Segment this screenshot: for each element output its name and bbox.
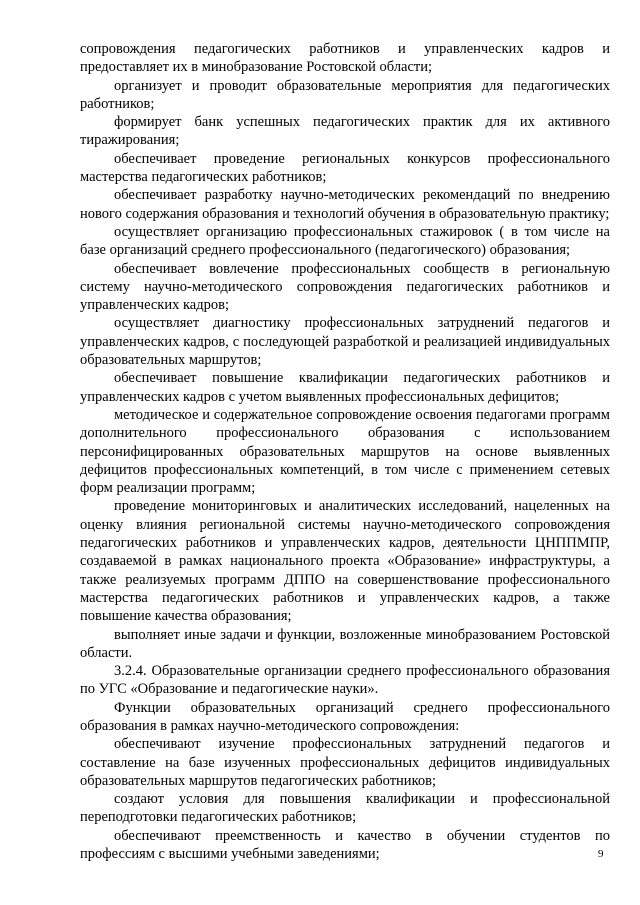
paragraph: обеспечивают преемственность и качество в обучении студентов по профессиям с высшими учебными заведениями; xyxy=(80,827,610,863)
page-number: 9 xyxy=(598,848,604,860)
paragraph: формирует банк успешных педагогических практик для их активного тиражирования; xyxy=(80,114,610,149)
paragraph: осуществляет диагностику профессиональных затруднений педагогов и управленческих кадров, с последующей разработкой и реализацией индивидуальных образовательных маршрутов; xyxy=(80,315,610,369)
paragraph: методическое и содержательное сопровождение освоения педагогами программ дополнительного профессионального образования с использованием персонифицированных образовательных маршрутов на основе выявленных дефицитов профессиональных компетенций, в том числе с применением сетевых форм реализации программ; xyxy=(80,406,610,497)
paragraph: выполняет иные задачи и функции, возложенные минобразованием Ростовской области. xyxy=(80,626,610,661)
paragraph: осуществляет организацию профессиональных стажировок ( в том числе на базе организаций среднего профессионального (педагогического) образования; xyxy=(80,223,610,259)
page-body xyxy=(80,40,610,863)
paragraph: Функции образовательных организаций среднего профессионального образования в рамках научно-методического сопровождения: xyxy=(80,699,610,734)
paragraph: обеспечивают изучение профессиональных затруднений педагогов и составление на базе изученных профессиональных дефицитов индивидуальных образовательных маршрутов педагогических работников; xyxy=(80,736,610,789)
paragraph: обеспечивает разработку научно-методических рекомендаций по внедрению нового содержания образования и технологий обучения в образовательную практику; xyxy=(80,187,610,222)
paragraph: обеспечивает повышение квалификации педагогических работников и управленческих кадров с учетом выявленных профессиональных дефицитов; xyxy=(80,370,610,405)
paragraph: организует и проводит образовательные мероприятия для педагогических работников; xyxy=(80,77,610,112)
paragraph: создают условия для повышения квалификации и профессиональной переподготовки педагогических работников; xyxy=(80,791,610,826)
paragraph: обеспечивает проведение региональных конкурсов профессионального мастерства педагогических работников; xyxy=(80,150,610,186)
paragraph: обеспечивает вовлечение профессиональных сообществ в региональную систему научно-методического сопровождения педагогических работников и управленческих кадров; xyxy=(80,260,610,314)
paragraph: проведение мониторинговых и аналитических исследований, нацеленных на оценку влияния региональной системы научно-методического сопровождения педагогических работников и управленческих кадров, деятельности ЦНППМПР, создаваемой в рамках национального проекта «Образование» инфраструктуры, а также реализуемых программ ДППО на совершенствование профессионального мастерства педагогических работников и управленческих кадров, а также повышение качества образования; xyxy=(80,498,610,625)
paragraph: сопровождения педагогических работников и управленческих кадров и предоставляет их в минобразование Ростовской области; xyxy=(80,41,610,76)
section-heading: 3.2.4. Образовательные организации среднего профессионального образования по УГС «Образование и педагогические науки». xyxy=(80,663,610,698)
